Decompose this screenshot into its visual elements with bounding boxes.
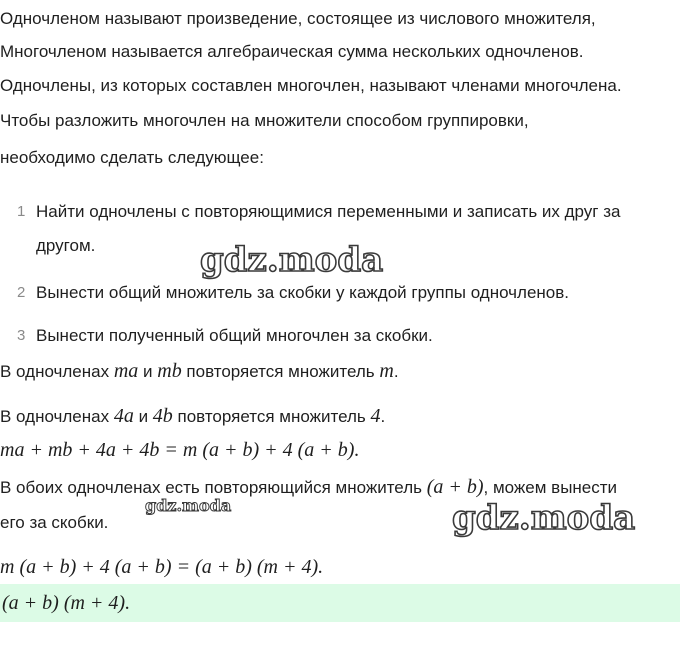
step-text-2: Вынести общий множитель за скобки у каждой группы одночленов. [36, 283, 570, 302]
step-number-1: 1 [17, 203, 26, 220]
equation-2: m (a + b) + 4 (a + b) = (a + b) (m + 4). [0, 556, 324, 578]
intro-line-2: Многочленом называется алгебраическая сумма нескольких одночленов. [0, 42, 584, 61]
step-number-2: 2 [17, 284, 26, 301]
math-a-plus-b: (a + b) [426, 476, 484, 498]
solution-sentence-3: В обоих одночленах есть повторяющийся множитель (a + b), можем вынести [0, 476, 618, 498]
math-4b: 4b [152, 405, 173, 427]
watermark-2: gdz.moda [145, 496, 232, 515]
math-4a: 4a [113, 405, 134, 427]
answer-text: (a + b) (m + 4). [2, 592, 131, 614]
math-4: 4 [370, 405, 381, 427]
intro-line-1: Одночленом называют произведение, состоящее из числового множителя, [0, 9, 596, 28]
intro-line-4: Чтобы разложить многочлен на множители способом группировки, [0, 111, 529, 130]
step-text-1-cont: другом. [36, 236, 96, 255]
intro-line-3: Одночлены, из которых составлен многочлен, называют членами многочлена. [0, 76, 622, 95]
watermark-1: gdz.moda [200, 240, 384, 280]
step-number-3: 3 [17, 327, 26, 344]
intro-line-5: необходимо сделать следующее: [0, 148, 264, 167]
math-m: m [379, 360, 394, 382]
watermark-3: gdz.moda [452, 498, 636, 538]
math-mb: mb [157, 360, 182, 382]
math-ma: ma [113, 360, 139, 382]
step-text-3: Вынести полученный общий многочлен за скобки. [36, 326, 433, 345]
step-text-1: Найти одночлены с повторяющимися переменными и записать их друг за [36, 202, 621, 221]
equation-1: ma + mb + 4a + 4b = m (a + b) + 4 (a + b). [0, 439, 360, 461]
solution-sentence-1: В одночленах ma и mb повторяется множитель m. [0, 360, 399, 382]
solution-sentence-2: В одночленах 4a и 4b повторяется множитель 4. [0, 405, 386, 427]
solution-sentence-3-cont: его за скобки. [0, 513, 109, 532]
answer-box [0, 584, 680, 622]
